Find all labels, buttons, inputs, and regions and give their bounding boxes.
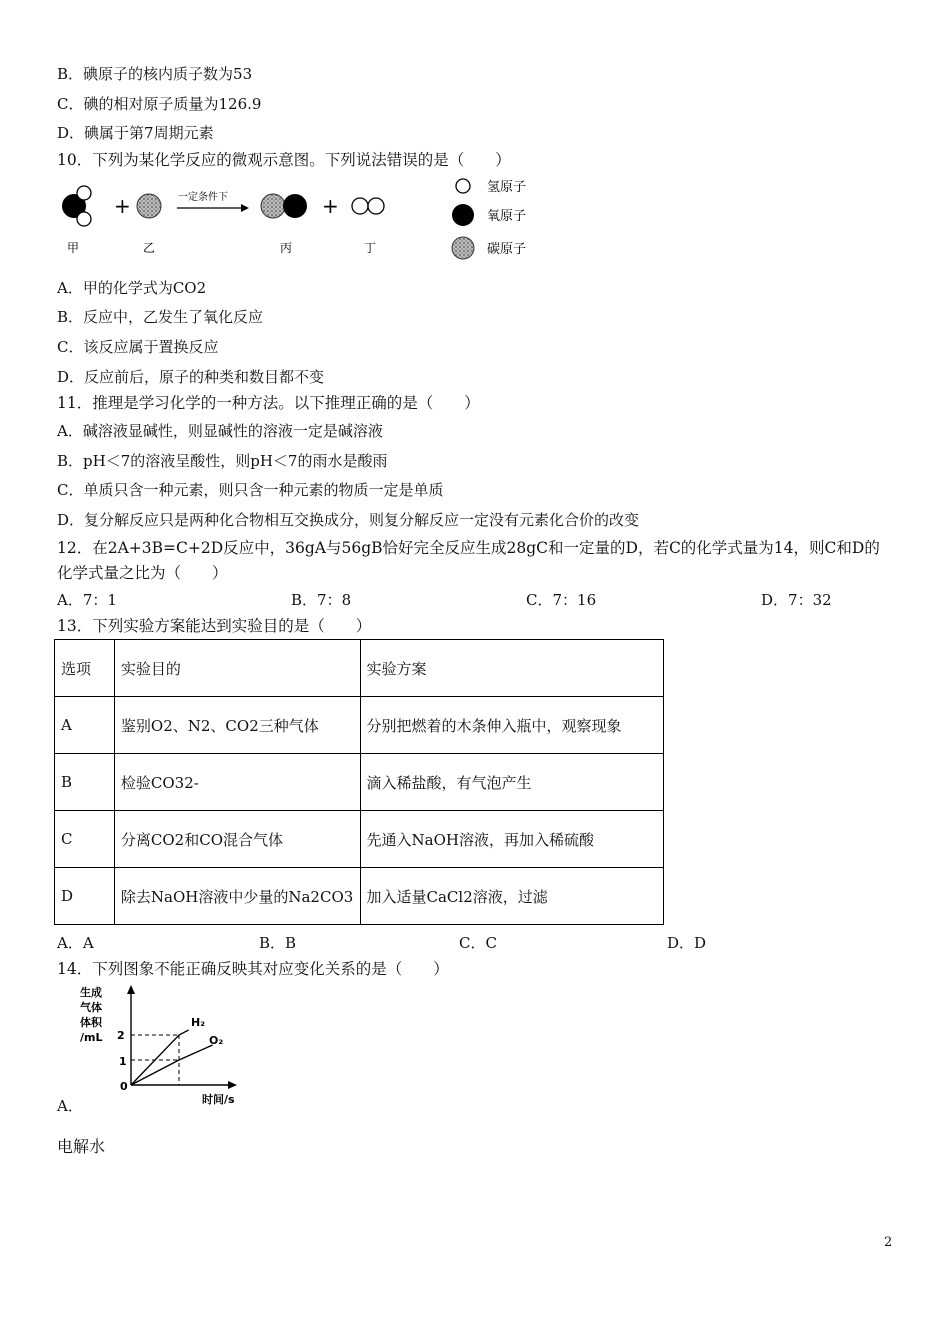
y-tick-0: 0 <box>120 1080 128 1093</box>
q11-option-c: C．单质只含一种元素，则只含一种元素的物质一定是单质 <box>57 481 444 499</box>
q13-option-b: B．B <box>259 934 297 952</box>
cell-purpose: 检验CO32- <box>114 754 360 811</box>
plus-sign-2: + <box>322 194 339 218</box>
q12-option-d: D．7：32 <box>761 591 832 609</box>
q11-stem: 11．推理是学习化学的一种方法。以下推理正确的是（ ） <box>57 394 480 412</box>
ylabel-line-2: 气体 <box>80 1001 102 1014</box>
legend-carbon-icon <box>452 237 474 259</box>
cell-purpose: 除去NaOH溶液中少量的Na2CO3 <box>114 868 360 925</box>
q14-option-a-label: A． <box>57 1097 83 1115</box>
experiment-table <box>54 639 664 925</box>
series-h2-line <box>131 1030 189 1085</box>
q11-option-d: D．复分解反应只是两种化合物相互交换成分，则复分解反应一定没有元素化合价的改变 <box>57 511 640 529</box>
legend-hydrogen-icon <box>456 179 470 193</box>
q10-option-a: A．甲的化学式为CO2 <box>57 279 207 297</box>
label-jia: 甲 <box>67 241 80 255</box>
label-yi: 乙 <box>143 241 156 255</box>
label-ding: 丁 <box>364 241 377 255</box>
cell-plan: 滴入稀盐酸，有气泡产生 <box>360 754 663 811</box>
table-header-row <box>55 640 664 697</box>
q14-option-a-caption: 电解水 <box>57 1137 106 1156</box>
q10-stem: 10．下列为某化学反应的微观示意图。下列说法错误的是（ ） <box>57 151 511 169</box>
q12-stem: 12．在2A+3B=C+2D反应中，36gA与56gB恰好完全反应生成28gC和一定量的D，若C的化学式量为14，则C和D的化学式量之比为（ ） <box>57 539 880 582</box>
legend-oxygen: 氧原子 <box>487 209 527 224</box>
table-row <box>55 697 664 754</box>
table-row <box>55 754 664 811</box>
q13-option-d: D．D <box>667 934 707 952</box>
table-row <box>55 868 664 925</box>
legend-carbon: 碳原子 <box>487 242 527 257</box>
q9-option-b: B．碘原子的核内质子数为53 <box>57 65 253 83</box>
ylabel-line-3: 体积 <box>80 1016 102 1029</box>
plus-sign: + <box>114 194 131 218</box>
q13-stem: 13．下列实验方案能达到实验目的是（ ） <box>57 617 372 635</box>
y-tick-1: 1 <box>119 1055 127 1068</box>
q13-option-a: A．A <box>57 934 94 952</box>
series-h2-label: H₂ <box>191 1016 206 1029</box>
cell-option: B <box>55 754 115 811</box>
arrow-head <box>241 204 249 212</box>
table-row <box>55 811 664 868</box>
cell-option: D <box>55 868 115 925</box>
ylabel-line-1: 生成 <box>80 986 102 999</box>
cell-option: A <box>55 697 115 754</box>
q13-option-c: C．C <box>459 934 497 952</box>
cell-option: C <box>55 811 115 868</box>
q9-option-d: D．碘属于第7周期元素 <box>57 124 214 142</box>
q12-option-b: B．7：8 <box>291 591 352 609</box>
legend <box>452 179 526 259</box>
cell-plan: 加入适量CaCl2溶液，过滤 <box>360 868 663 925</box>
cell-purpose: 分离CO2和CO混合气体 <box>114 811 360 868</box>
q12-option-a: A．7：1 <box>57 591 117 609</box>
q9-option-c: C．碘的相对原子质量为126.9 <box>57 95 262 113</box>
cell-purpose: 鉴别O2、N2、CO2三种气体 <box>114 697 360 754</box>
header-option: 选项 <box>55 640 115 697</box>
series-o2-label: O₂ <box>209 1034 224 1047</box>
y-axis-arrow <box>127 985 135 994</box>
y-tick-2: 2 <box>117 1029 125 1042</box>
cell-plan: 先通入NaOH溶液，再加入稀硫酸 <box>360 811 663 868</box>
legend-hydrogen: 氢原子 <box>487 180 527 195</box>
page-number: 2 <box>884 1235 893 1250</box>
molecule-ding <box>352 198 384 214</box>
q10-option-c: C．该反应属于置换反应 <box>57 338 219 356</box>
q12-option-c: C．7：16 <box>526 591 597 609</box>
header-plan: 实验方案 <box>360 640 663 697</box>
ylabel-line-4: /mL <box>80 1031 103 1044</box>
q10-option-d: D．反应前后，原子的种类和数目都不变 <box>57 368 325 386</box>
reaction-diagram <box>55 170 555 265</box>
q11-option-b: B．pH＜7的溶液呈酸性，则pH＜7的雨水是酸雨 <box>57 452 388 470</box>
q10-option-b: B．反应中，乙发生了氧化反应 <box>57 308 264 326</box>
x-axis-arrow <box>228 1081 237 1089</box>
reaction-condition: 一定条件下 <box>178 192 228 203</box>
q14-stem: 14．下列图象不能正确反映其对应变化关系的是（ ） <box>57 960 449 978</box>
legend-oxygen-icon <box>452 204 474 226</box>
cell-plan: 分别把燃着的木条伸入瓶中，观察现象 <box>360 697 663 754</box>
q11-option-a: A．碱溶液显碱性，则显碱性的溶液一定是碱溶液 <box>57 422 383 440</box>
molecule-bing <box>261 194 307 218</box>
label-bing: 丙 <box>280 241 293 255</box>
series-o2-line <box>131 1045 213 1085</box>
header-purpose: 实验目的 <box>114 640 360 697</box>
molecule-jia <box>62 186 91 226</box>
x-axis-label: 时间/s <box>202 1093 235 1106</box>
molecule-yi <box>137 194 161 218</box>
electrolysis-chart <box>72 982 262 1110</box>
